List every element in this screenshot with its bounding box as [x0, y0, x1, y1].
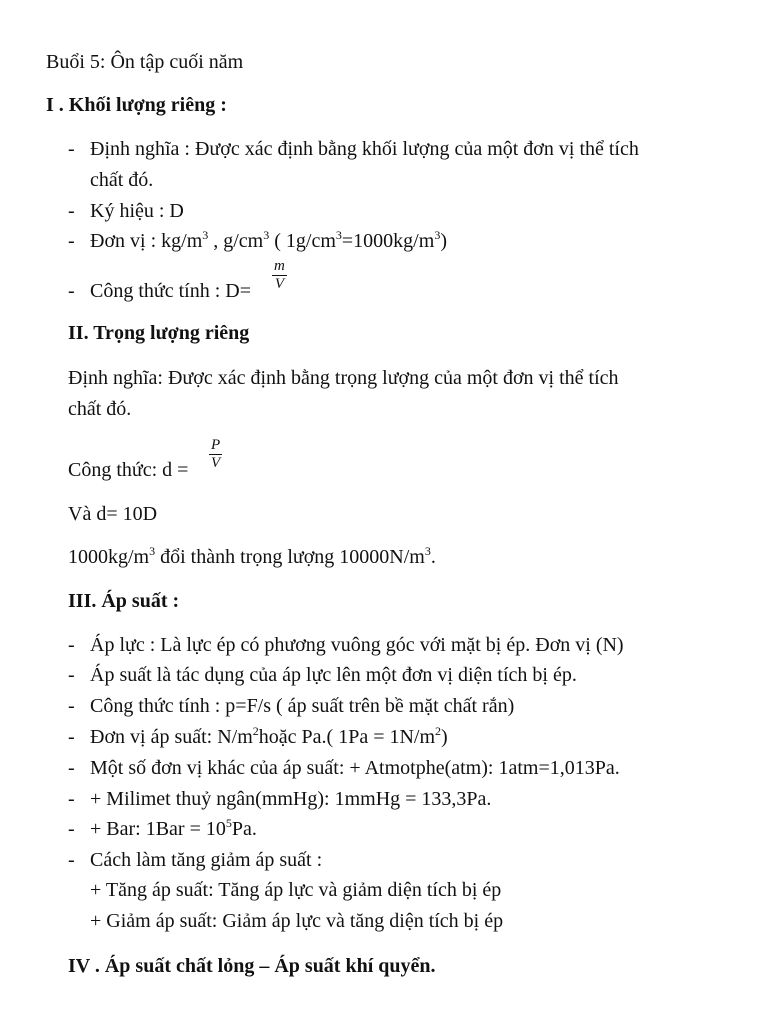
bullet-dash: -: [68, 757, 75, 779]
pressure-item-other-units: Một số đơn vị khác của áp suất: + Atmotphe(atm): 1atm=1,013Pa.: [90, 757, 620, 779]
bullet-dash: -: [68, 138, 75, 160]
bullet-dash: -: [68, 280, 75, 302]
pressure-item-definition: Áp suất là tác dụng của áp lực lên một đơn vị diện tích bị ép.: [90, 664, 577, 686]
pressure-item-bar: + Bar: $1Bar = 10^5Pa$.: [90, 816, 257, 840]
bullet-dash: -: [68, 200, 75, 222]
density-symbol: Ký hiệu : D: [90, 200, 184, 222]
weight-definition-line1: Định nghĩa: Được xác định bằng trọng lượng của một đơn vị thể tích: [68, 367, 619, 389]
pressure-item-force: Áp lực : Là lực ép có phương vuông góc với mặt bị ép. Đơn vị (N): [90, 634, 624, 656]
fraction-numerator: m: [274, 258, 285, 274]
density-fraction: [272, 258, 287, 292]
bullet-dash: -: [68, 849, 75, 871]
section-3-heading: III. Áp suất :: [68, 590, 180, 612]
lesson-title: Buổi 5: Ôn tập cuối năm: [46, 51, 244, 73]
fraction-numerator: P: [211, 437, 221, 453]
pressure-item-change: Cách làm tăng giảm áp suất :: [90, 849, 323, 871]
bullet-dash: -: [68, 634, 75, 656]
fraction-denominator: V: [274, 275, 284, 292]
bullet-dash: -: [68, 726, 75, 748]
bullet-dash: -: [68, 664, 75, 686]
weight-conversion: $1000kg/m^3$ đổi thành trọng lượng $10000N/m^3$.: [68, 544, 436, 568]
section-2-heading: II. Trọng lượng riêng: [68, 322, 250, 344]
weight-definition-line2: chất đó.: [68, 398, 132, 420]
weight-relation: Và d= 10D: [68, 503, 158, 525]
bullet-dash: -: [68, 230, 75, 252]
density-definition-line2: chất đó.: [90, 169, 154, 191]
section-4-heading: IV . Áp suất chất lỏng – Áp suất khí quyển.: [68, 955, 436, 977]
weight-formula: Công thức: d =: [68, 459, 189, 481]
section-1-heading: I . Khối lượng riêng :: [46, 94, 227, 116]
density-definition-line1: Định nghĩa : Được xác định bằng khối lượng của một đơn vị thể tích: [90, 138, 639, 160]
density-formula: Công thức tính : D=: [90, 280, 252, 302]
bullet-dash: -: [68, 788, 75, 810]
bullet-dash: -: [68, 818, 75, 840]
pressure-item-mmhg: + Milimet thuỷ ngân(mmHg): 1mmHg = 133,3Pa.: [90, 788, 492, 810]
pressure-increase: + Tăng áp suất: Tăng áp lực và giảm diện tích bị ép: [90, 879, 502, 901]
pressure-item-formula: Công thức tính : p=F/s ( áp suất trên bề mặt chất rắn): [90, 695, 515, 717]
density-units: Đơn vị : $kg/m^3$ , $g/cm^3$ ( $1g/cm^3=1000kg/m^3$): [90, 228, 447, 252]
pressure-decrease: + Giảm áp suất: Giảm áp lực và tăng diện tích bị ép: [90, 910, 504, 932]
weight-fraction: [209, 437, 222, 471]
bullet-dash: -: [68, 695, 75, 717]
pressure-item-unit: Đơn vị áp suất: $N/m^2hoặc$ Pa.( $1Pa = 1N/m^2$): [90, 724, 448, 748]
fraction-denominator: V: [211, 454, 221, 471]
